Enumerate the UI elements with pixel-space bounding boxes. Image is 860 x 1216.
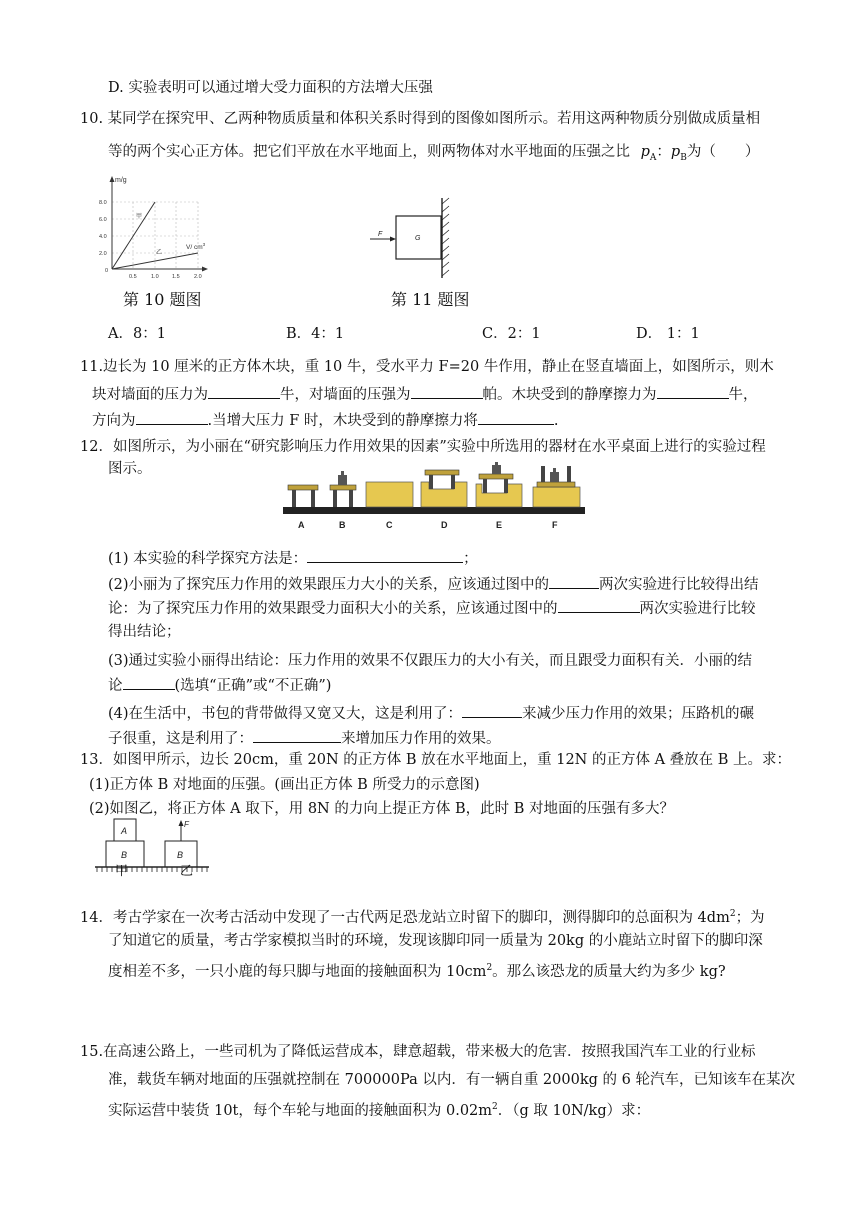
fig10-line-jia-label: 甲 (136, 214, 143, 220)
q14-l1a: 14．考古学家在一次考古活动中发现了一古代两足恐龙站立时留下的脚印，测得脚印的总面积为 4dm (80, 909, 730, 926)
q11-l2c: 帕。木块受到的静摩擦力为 (482, 387, 657, 403)
fig12-a-table (288, 485, 318, 507)
q12-line2: 图示。 (108, 461, 152, 477)
fig12-b-table-weight (330, 471, 356, 507)
fig13-diagram (93, 818, 211, 880)
q14-l3a: 度相差不多，一只小鹿的每只脚与地面的接触面积为 10cm (108, 963, 487, 980)
q11-l2a: 块对墙面的压力为 (92, 387, 208, 403)
q12-s1-text: (1) 本实验的科学探究方法是： (108, 551, 308, 567)
q12-s4a: (4)在生活中，书包的背带做得又宽又大，这是利用了： (108, 706, 463, 722)
q10-option-c: C．2：1 (482, 326, 541, 342)
q13-line1: 13．如图甲所示，边长 20cm，重 20N 的正方体 B 放在水平地面上，重 12N 的正方体 A 叠放在 B 上。求： (80, 752, 792, 768)
q14-line2: 了知道它的质量，考古学家模拟当时的环境，发现该脚印同一质量为 20kg 的小鹿站立时留下的脚印深 (108, 933, 763, 949)
q11-line2 (92, 384, 758, 405)
q12-s4d: 来增加压力作用的效果。 (341, 731, 501, 747)
q12-s4-line1 (108, 703, 754, 724)
fig13-cube-a: A (121, 826, 128, 836)
fig12-label-b: B (339, 520, 346, 530)
q12-s3-line1: (3)通过实验小丽得出结论：压力作用的效果不仅跟压力的大小有关，而且跟受力面积有关．小丽的结 (108, 653, 753, 669)
q10-line2 (108, 142, 759, 168)
q12-s2-line1 (108, 574, 759, 595)
q11-l3b: .当增大压力 F 时，木块受到的静摩擦力将 (207, 413, 478, 429)
q12-s2c: 论：为了探究压力作用的效果跟受力面积大小的关系，应该通过图中的 (108, 601, 558, 617)
q10-line2a: 等的两个实心正方体。把它们平放在水平地面上，则两物体对水平地面的压强之比 (108, 144, 630, 160)
fig10-xtick-05: 0.5 (129, 274, 137, 280)
q12-s3-line2 (108, 675, 331, 696)
q10-option-d: D． 1：1 (636, 326, 700, 342)
fig12-f-sponge-inverted-table (533, 466, 580, 507)
fig11-caption: 第 11 题图 (391, 290, 470, 309)
q10-pa: p (640, 144, 650, 160)
q12-s1-end: ； (463, 551, 478, 567)
q11-l2b: 牛，对墙面的压强为 (280, 387, 411, 403)
q12-s4-line2 (108, 728, 501, 749)
q10-option-a: A．8：1 (108, 326, 166, 342)
fig12-label-c: C (386, 520, 393, 530)
q12-s2a: (2)小丽为了探究压力作用的效果跟压力大小的关系，应该通过图中的 (108, 577, 550, 593)
fig11-block-label: G (415, 235, 421, 242)
q10-option-b: B．4：1 (286, 326, 345, 342)
q14-l3-sup: 2 (486, 963, 493, 973)
q12-s2d: 两次实验进行比较 (639, 601, 756, 617)
q15-line2: 准，载货车辆对地面的压强就控制在 700000Pa 以内．有一辆自重 2000kg 的 6 轮汽车，已知该车在某次 (108, 1072, 795, 1088)
fig11-diagram (362, 192, 466, 282)
q10-line2b: 为（ ） (686, 144, 760, 160)
fig12-apparatus (283, 462, 585, 534)
fig10-xtick-10: 1.0 (151, 274, 159, 280)
q11-blank-pressure[interactable] (411, 384, 483, 399)
q11-l3c: . (553, 413, 559, 429)
q12-blank-area-compare[interactable] (558, 598, 640, 613)
q14-line3 (108, 958, 726, 982)
q14-l1b: ；为 (735, 909, 765, 926)
fig10-ytick-0: 0 (105, 268, 109, 274)
q13-line3: (2)如图乙，将正方体 A 取下，用 8N 的力向上提正方体 B，此时 B 对地面的压强有多大？ (89, 801, 674, 817)
q15-line3 (108, 1097, 650, 1121)
q13-line2: (1)正方体 B 对地面的压强。(画出正方体 B 所受力的示意图) (89, 777, 480, 793)
fig10-graph (98, 172, 210, 280)
fig12-label-f: F (552, 520, 558, 530)
q14-line1 (80, 904, 765, 928)
q15-l3-sup: 2 (492, 1102, 498, 1112)
q10-pb-sub: B (680, 152, 687, 163)
fig10-caption: 第 10 题图 (123, 290, 202, 309)
q12-s4b: 来减少压力作用的效果；压路机的碾 (522, 706, 755, 722)
q12-s4c: 子很重，这是利用了： (108, 731, 253, 747)
q11-blank-pressure-force[interactable] (208, 384, 280, 399)
q11-l3a: 方向为 (92, 413, 136, 429)
q12-blank-method[interactable] (307, 548, 463, 563)
q11-blank-friction[interactable] (657, 384, 729, 399)
fig12-label-d: D (441, 520, 448, 530)
fig12-e-sponge-table-weight (476, 462, 522, 507)
fig13-force-f: F (184, 820, 189, 829)
q15-l3a: 实际运营中装货 10t，每个车轮与地面的接触面积为 0.02m (108, 1102, 493, 1119)
fig10-x-label: V/ $cm^3$ (186, 242, 206, 251)
fig12-label-a: A (298, 520, 305, 530)
q15-line1: 15.在高速公路上，一些司机为了降低运营成本，肆意超载，带来极大的危害．按照我国汽车工业的行业标 (80, 1044, 756, 1060)
q11-blank-direction[interactable] (136, 410, 208, 425)
fig10-xtick-20: 2.0 (194, 274, 202, 280)
q12-s3c: (选填“正确”或“不正确”) (174, 678, 332, 694)
fig10-ytick-8: 8.0 (99, 200, 107, 206)
q12-s3b: 论 (108, 678, 123, 694)
q12-s2-line2 (108, 598, 756, 619)
fig11-force-label: F (378, 231, 383, 238)
fig12-c-sponge (366, 482, 413, 507)
fig12-d-sponge-table (421, 470, 467, 507)
q10-line1: 10. 某同学在探究甲、乙两种物质质量和体积关系时得到的图像如图所示。若用这两种物质分别做成质量相 (80, 111, 761, 127)
q12-blank-roller[interactable] (253, 728, 341, 743)
q10-pb: p (670, 144, 681, 160)
q12-blank-force-compare[interactable] (549, 574, 599, 589)
fig12-label-e: E (496, 520, 503, 530)
q12-s2b: 两次实验进行比较得出结 (599, 577, 759, 593)
q11-l2d: 牛， (728, 387, 758, 403)
fig13-cube-b2: B (177, 850, 184, 860)
q12-blank-backpack[interactable] (462, 703, 522, 718)
fig10-ytick-2: 2.0 (99, 251, 107, 257)
fig13-label-yi: 乙 (180, 864, 194, 879)
q10-pa-sub: A (649, 152, 657, 163)
fig10-ytick-6: 6.0 (99, 217, 107, 223)
q12-s2-line3: 得出结论； (108, 624, 181, 640)
fig10-line-yi-label: 乙 (156, 250, 163, 256)
q11-line3 (92, 410, 559, 431)
q14-l3b: 。那么该恐龙的质量大约为多少 kg? (492, 963, 726, 980)
q12-line1: 12．如图所示，为小丽在“研究影响压力作用效果的因素”实验中所选用的器材在水平桌面上进行的实验过程 (80, 439, 766, 455)
fig13-label-jia: 甲 (115, 864, 129, 879)
q15-l3b: ．（g 取 10N/kg）求： (497, 1102, 651, 1119)
fig10-y-label: m/g (115, 177, 127, 184)
q11-line1: 11.边长为 10 厘米的正方体木块，重 10 牛，受水平力 F=20 牛作用，静止在竖直墙面上，如图所示，则木 (80, 359, 774, 375)
q10-colon: ： (656, 144, 671, 160)
q11-blank-change[interactable] (478, 410, 554, 425)
q14-l1-sup: 2 (729, 909, 736, 919)
q9-option-d: D. 实验表明可以通过增大受力面积的方法增大压强 (108, 80, 433, 96)
q12-blank-conclusion[interactable] (123, 675, 175, 690)
fig10-xtick-15: 1.5 (172, 274, 180, 280)
q12-s1 (108, 548, 478, 569)
fig13-cube-b1: B (121, 850, 128, 860)
fig10-ytick-4: 4.0 (99, 234, 107, 240)
